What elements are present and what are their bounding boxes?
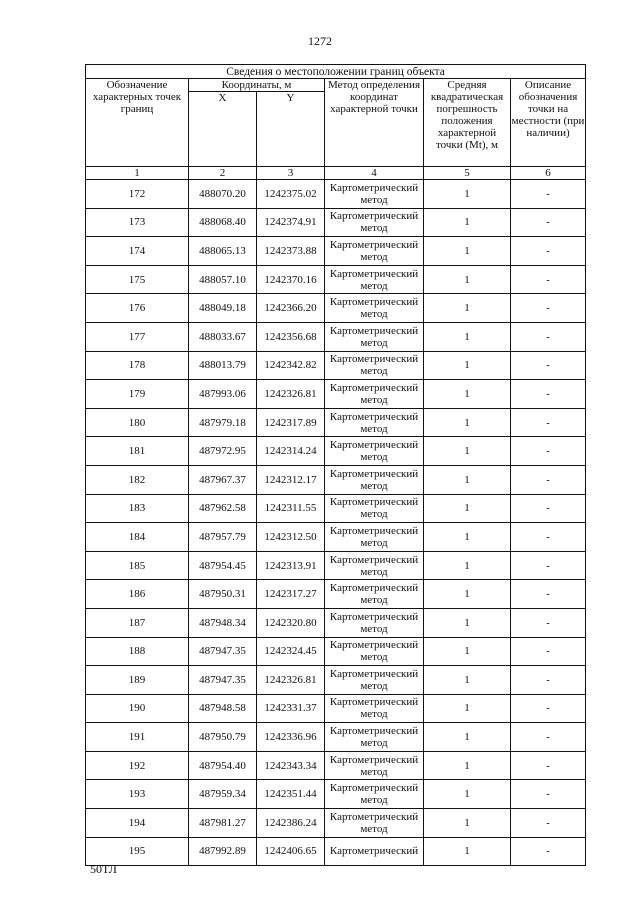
point-number-cell: 194 [86, 809, 189, 838]
column-number-row [86, 167, 586, 180]
table-row [86, 837, 586, 866]
method-cell: Картометрический метод [325, 351, 424, 380]
table-row [86, 751, 586, 780]
point-number-cell: 176 [86, 294, 189, 323]
y-coordinate-cell: 1242313.91 [257, 551, 325, 580]
table-row [86, 666, 586, 695]
y-coordinate-cell: 1242370.16 [257, 265, 325, 294]
x-coordinate-cell: 488070.20 [189, 180, 257, 209]
table-row [86, 322, 586, 351]
y-coordinate-cell: 1242375.02 [257, 180, 325, 209]
y-coordinate-cell: 1242326.81 [257, 666, 325, 695]
table-row [86, 523, 586, 552]
description-cell: - [511, 180, 586, 209]
footer-code: 50ТЛ [90, 862, 117, 876]
y-coordinate-cell: 1242317.27 [257, 580, 325, 609]
column-number: 4 [325, 167, 424, 180]
error-cell: 1 [424, 694, 511, 723]
method-cell: Картометрический метод [325, 608, 424, 637]
method-cell: Картометрический метод [325, 637, 424, 666]
table-row [86, 408, 586, 437]
error-cell: 1 [424, 265, 511, 294]
y-coordinate-cell: 1242351.44 [257, 780, 325, 809]
table-row [86, 637, 586, 666]
point-number-cell: 191 [86, 723, 189, 752]
table-row [86, 608, 586, 637]
error-cell: 1 [424, 208, 511, 237]
header-method: Метод определения координат характерной точки [325, 79, 424, 167]
x-coordinate-cell: 487948.34 [189, 608, 257, 637]
y-coordinate-cell: 1242342.82 [257, 351, 325, 380]
table-row [86, 465, 586, 494]
table-row [86, 494, 586, 523]
method-cell: Картометрический метод [325, 809, 424, 838]
point-number-cell: 183 [86, 494, 189, 523]
method-cell: Картометрический метод [325, 666, 424, 695]
description-cell: - [511, 551, 586, 580]
description-cell: - [511, 608, 586, 637]
error-cell: 1 [424, 180, 511, 209]
y-coordinate-cell: 1242312.50 [257, 523, 325, 552]
error-cell: 1 [424, 837, 511, 866]
point-number-cell: 177 [86, 322, 189, 351]
table-row [86, 265, 586, 294]
description-cell: - [511, 666, 586, 695]
error-cell: 1 [424, 751, 511, 780]
x-coordinate-cell: 487967.37 [189, 465, 257, 494]
table-row [86, 437, 586, 466]
x-coordinate-cell: 487959.34 [189, 780, 257, 809]
header-point-designation: Обозначение характерных точек границ [86, 79, 189, 167]
x-coordinate-cell: 487950.79 [189, 723, 257, 752]
error-cell: 1 [424, 666, 511, 695]
y-coordinate-cell: 1242314.24 [257, 437, 325, 466]
error-cell: 1 [424, 637, 511, 666]
description-cell: - [511, 265, 586, 294]
column-number: 2 [189, 167, 257, 180]
y-coordinate-cell: 1242374.91 [257, 208, 325, 237]
method-cell: Картометрический [325, 837, 424, 866]
header-x-space [189, 106, 257, 167]
method-cell: Картометрический метод [325, 322, 424, 351]
method-cell: Картометрический метод [325, 180, 424, 209]
column-number: 3 [257, 167, 325, 180]
description-cell: - [511, 294, 586, 323]
method-cell: Картометрический метод [325, 208, 424, 237]
error-cell: 1 [424, 351, 511, 380]
column-number: 6 [511, 167, 586, 180]
description-cell: - [511, 322, 586, 351]
header-y: Y [257, 92, 325, 107]
description-cell: - [511, 723, 586, 752]
y-coordinate-cell: 1242312.17 [257, 465, 325, 494]
x-coordinate-cell: 487947.35 [189, 666, 257, 695]
x-coordinate-cell: 487979.18 [189, 408, 257, 437]
x-coordinate-cell: 488065.13 [189, 237, 257, 266]
method-cell: Картометрический метод [325, 523, 424, 552]
error-cell: 1 [424, 437, 511, 466]
boundary-points-table [85, 64, 586, 866]
table-row [86, 551, 586, 580]
method-cell: Картометрический метод [325, 780, 424, 809]
table-row [86, 809, 586, 838]
method-cell: Картометрический метод [325, 465, 424, 494]
x-coordinate-cell: 487962.58 [189, 494, 257, 523]
x-coordinate-cell: 487950.31 [189, 580, 257, 609]
table-row [86, 294, 586, 323]
point-number-cell: 190 [86, 694, 189, 723]
point-number-cell: 187 [86, 608, 189, 637]
method-cell: Картометрический метод [325, 437, 424, 466]
description-cell: - [511, 380, 586, 409]
x-coordinate-cell: 488057.10 [189, 265, 257, 294]
description-cell: - [511, 351, 586, 380]
table-caption: Сведения о местоположении границ объекта [86, 65, 586, 79]
description-cell: - [511, 837, 586, 866]
description-cell: - [511, 637, 586, 666]
method-cell: Картометрический метод [325, 551, 424, 580]
table-body [86, 180, 586, 866]
point-number-cell: 192 [86, 751, 189, 780]
method-cell: Картометрический метод [325, 408, 424, 437]
description-cell: - [511, 494, 586, 523]
point-number-cell: 182 [86, 465, 189, 494]
y-coordinate-cell: 1242406.65 [257, 837, 325, 866]
method-cell: Картометрический метод [325, 694, 424, 723]
x-coordinate-cell: 488068.40 [189, 208, 257, 237]
y-coordinate-cell: 1242366.20 [257, 294, 325, 323]
header-error: Средняя квадратическая погрешность положения характерной точки (Mt), м [424, 79, 511, 167]
y-coordinate-cell: 1242331.37 [257, 694, 325, 723]
y-coordinate-cell: 1242311.55 [257, 494, 325, 523]
description-cell: - [511, 237, 586, 266]
header-description: Описание обозначения точки на местности (при наличии) [511, 79, 586, 167]
method-cell: Картометрический метод [325, 380, 424, 409]
header-y-space [257, 106, 325, 167]
method-cell: Картометрический метод [325, 265, 424, 294]
error-cell: 1 [424, 408, 511, 437]
point-number-cell: 193 [86, 780, 189, 809]
table-row [86, 780, 586, 809]
error-cell: 1 [424, 608, 511, 637]
point-number-cell: 172 [86, 180, 189, 209]
method-cell: Картометрический метод [325, 751, 424, 780]
y-coordinate-cell: 1242356.68 [257, 322, 325, 351]
point-number-cell: 180 [86, 408, 189, 437]
point-number-cell: 173 [86, 208, 189, 237]
x-coordinate-cell: 488033.67 [189, 322, 257, 351]
table-row [86, 580, 586, 609]
error-cell: 1 [424, 809, 511, 838]
point-number-cell: 189 [86, 666, 189, 695]
point-number-cell: 174 [86, 237, 189, 266]
method-cell: Картометрический метод [325, 723, 424, 752]
point-number-cell: 178 [86, 351, 189, 380]
error-cell: 1 [424, 551, 511, 580]
x-coordinate-cell: 487948.58 [189, 694, 257, 723]
y-coordinate-cell: 1242343.34 [257, 751, 325, 780]
y-coordinate-cell: 1242326.81 [257, 380, 325, 409]
table-row [86, 180, 586, 209]
description-cell: - [511, 208, 586, 237]
x-coordinate-cell: 488013.79 [189, 351, 257, 380]
error-cell: 1 [424, 465, 511, 494]
method-cell: Картометрический метод [325, 580, 424, 609]
x-coordinate-cell: 487981.27 [189, 809, 257, 838]
description-cell: - [511, 437, 586, 466]
table-row [86, 351, 586, 380]
table-row [86, 208, 586, 237]
y-coordinate-cell: 1242386.24 [257, 809, 325, 838]
column-number: 5 [424, 167, 511, 180]
point-number-cell: 179 [86, 380, 189, 409]
description-cell: - [511, 580, 586, 609]
y-coordinate-cell: 1242336.96 [257, 723, 325, 752]
error-cell: 1 [424, 322, 511, 351]
x-coordinate-cell: 487947.35 [189, 637, 257, 666]
x-coordinate-cell: 487993.06 [189, 380, 257, 409]
error-cell: 1 [424, 723, 511, 752]
header-coordinates: Координаты, м [189, 79, 325, 92]
x-coordinate-cell: 487954.45 [189, 551, 257, 580]
error-cell: 1 [424, 780, 511, 809]
table-row [86, 694, 586, 723]
error-cell: 1 [424, 580, 511, 609]
table-row [86, 723, 586, 752]
column-number: 1 [86, 167, 189, 180]
x-coordinate-cell: 487954.40 [189, 751, 257, 780]
point-number-cell: 195 [86, 837, 189, 866]
x-coordinate-cell: 487972.95 [189, 437, 257, 466]
point-number-cell: 188 [86, 637, 189, 666]
description-cell: - [511, 809, 586, 838]
point-number-cell: 185 [86, 551, 189, 580]
point-number-cell: 186 [86, 580, 189, 609]
point-number-cell: 181 [86, 437, 189, 466]
error-cell: 1 [424, 294, 511, 323]
header-x: X [189, 92, 257, 107]
table-row [86, 237, 586, 266]
table-row [86, 380, 586, 409]
description-cell: - [511, 523, 586, 552]
method-cell: Картометрический метод [325, 237, 424, 266]
point-number-cell: 175 [86, 265, 189, 294]
y-coordinate-cell: 1242324.45 [257, 637, 325, 666]
x-coordinate-cell: 488049.18 [189, 294, 257, 323]
y-coordinate-cell: 1242373.88 [257, 237, 325, 266]
method-cell: Картометрический метод [325, 494, 424, 523]
error-cell: 1 [424, 494, 511, 523]
x-coordinate-cell: 487957.79 [189, 523, 257, 552]
description-cell: - [511, 694, 586, 723]
point-number-cell: 184 [86, 523, 189, 552]
description-cell: - [511, 465, 586, 494]
error-cell: 1 [424, 380, 511, 409]
description-cell: - [511, 751, 586, 780]
description-cell: - [511, 780, 586, 809]
error-cell: 1 [424, 237, 511, 266]
method-cell: Картометрический метод [325, 294, 424, 323]
y-coordinate-cell: 1242317.89 [257, 408, 325, 437]
error-cell: 1 [424, 523, 511, 552]
page-number: 1272 [308, 34, 332, 48]
y-coordinate-cell: 1242320.80 [257, 608, 325, 637]
description-cell: - [511, 408, 586, 437]
x-coordinate-cell: 487992.89 [189, 837, 257, 866]
